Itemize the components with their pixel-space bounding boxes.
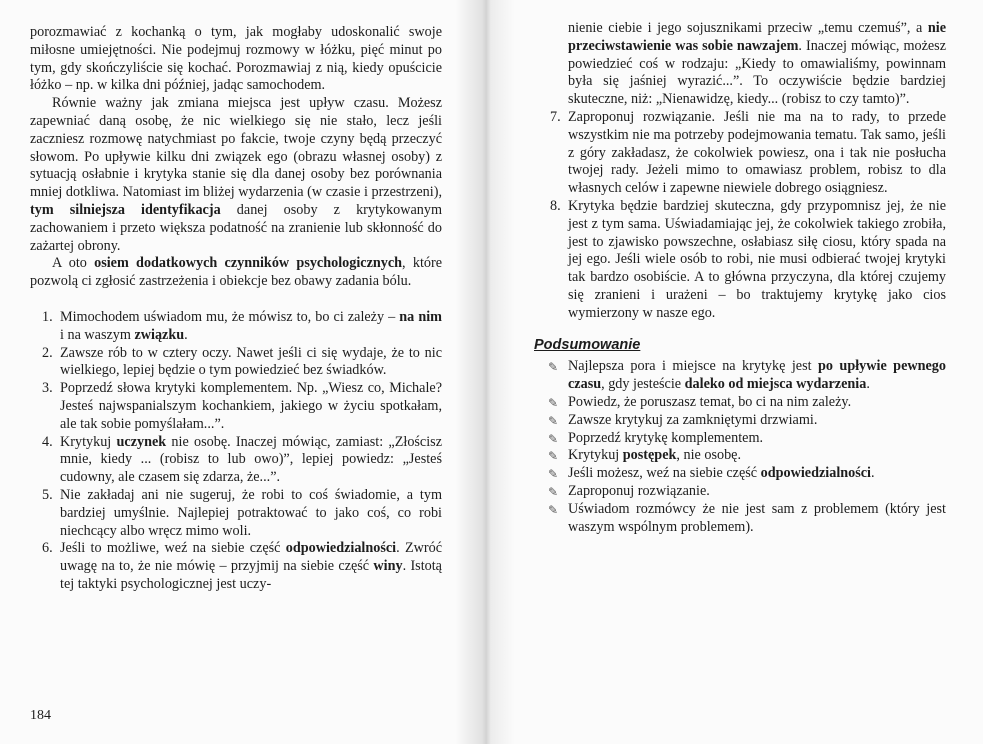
bold-text: tym silniejsza identyfikacja [30, 201, 221, 218]
list-item [548, 109, 946, 198]
summary-item [548, 465, 946, 483]
left-page [0, 0, 486, 744]
bold-text: winy [373, 558, 403, 575]
summary-item [548, 483, 946, 501]
text: Zaproponuj rozwiązanie. Jeśli nie ma na to rady, to przede wszystkim nie ma potrzeby podejmowania tematu. Tak samo, jeśli z góry zakładasz, że cokolwiek powiesz, ona i tak nie posłucha twojej rady. Jeżeli mimo to omawiasz problem, robisz to dla własnych celów i zapewne niewiele dobrego osiągniesz. [568, 108, 946, 197]
text: Poprzedź słowa krytyki komplementem. Np. „Wiesz co, Michale? Jesteś najwspanialszym kochankiem, jakiego w życiu spotkałam, ale tak sobie pomyślałam...”. [60, 380, 442, 432]
summary-item [548, 447, 946, 465]
text: . [866, 376, 870, 393]
pencil-writing-icon: ✎ [548, 360, 559, 375]
text: Uświadom rozmówcy że nie jest sam z problemem (który jest waszym wspólnym problemem). [568, 500, 946, 535]
page-number: 184 [30, 708, 51, 723]
pencil-writing-icon: ✎ [548, 484, 559, 499]
list-item [30, 309, 442, 345]
summary-item [548, 394, 946, 412]
bold-text: osiem dodatkowych czynników psychologicznych [94, 255, 403, 272]
text: Najlepsza pora i miejsce na krytykę jest [568, 358, 818, 375]
list-number: 2. [42, 344, 53, 361]
list-item-6-continuation [548, 20, 946, 109]
text: nienie ciebie i jego sojusznikami przeciw „temu czemuś”, a [568, 20, 928, 36]
bold-text: postępek [622, 447, 677, 464]
list-item [30, 380, 442, 433]
text: . [871, 465, 875, 482]
book-gutter-shadow [455, 0, 515, 744]
text: Nie zakładaj ani nie sugeruj, że robi to coś świadomie, a tym bardziej umyślnie. Najlepiej potraktować to jako coś, co robi niechcący albo wręcz mimo woli. [60, 486, 442, 539]
left-text-column [30, 24, 442, 594]
text: Zawsze rób to w cztery oczy. Nawet jeśli ci się wydaje, że to nic wielkiego, lepiej będzie o tym powiedzieć bez świadków. [60, 344, 442, 379]
list-item [548, 198, 946, 323]
pencil-writing-icon: ✎ [548, 431, 559, 446]
list-number: 6. [42, 540, 53, 557]
text: Równie ważny jak zmiana miejsca jest upływ czasu. Możesz zapewniać daną osobę, że nic wielkiego się nie stało, lecz jeśli zaczniesz rozmowę natychmiast po fakcie, twoje czyny będą przeczyć słowom. Po upływie kilku dni związek ego (obrazu własnej osoby) z sytuacją osłabnie i krytyka stanie się dla danej osoby bez porównania mniej dotkliwa. Natomiast im bliżej wydarzenia (w czasie i przestrzeni), [30, 95, 442, 201]
bold-text: po upływie pewnego czasu [568, 358, 946, 393]
text: . [184, 326, 188, 343]
text: Zaproponuj rozwiązanie. [568, 482, 710, 499]
summary-list [548, 358, 946, 536]
list-item [30, 487, 442, 540]
text: Jeśli możesz, weź na siebie część [568, 465, 761, 482]
text: Krytykuj [568, 447, 623, 464]
bold-text: odpowiedzialności [760, 465, 872, 482]
spacer [30, 291, 442, 309]
text: i na waszym [60, 326, 135, 343]
list-item [30, 540, 442, 593]
text: , gdy jesteście [601, 376, 685, 393]
bold-text: związku [134, 326, 185, 343]
list-number: 1. [42, 308, 53, 325]
text: , nie osobę. [676, 447, 742, 464]
paragraph-1: porozmawiać z kochanką o tym, jak mogłaby udoskonalić swoje miłosne umiejętności. Nie podejmuj rozmowy w łóżku, pięć minut po tym, gdy skończyliście się kochać. Porozmawiaj z nią, kiedy opuścicie łóżko – np. w kilka dni później, jadąc samochodem. [30, 24, 442, 94]
bold-text: daleko od miejsca wydarzenia [684, 376, 867, 393]
text: . Inaczej mówiąc, możesz powiedzieć coś w rodzaju: „Kiedy to omawialiśmy, powinnam była się jaśniej wyrazić...”. To oczywiście będzie bardziej skuteczne, niż: „Nienawidzę, kiedy... (robisz to czy tamto)”. [568, 37, 946, 108]
paragraph-3 [30, 255, 442, 291]
text: . Istotą tej taktyki psychologicznej jest uczy- [60, 558, 442, 592]
pencil-writing-icon: ✎ [548, 449, 559, 464]
text: Krytyka będzie bardziej skuteczna, gdy przypomnisz jej, że nie jest z tym sama. Uświadamiając jej, że cokolwiek takiego zrobiła, jest to zjawisko powszechne, osłabiasz siłę ciosu, który spada na jej ego. Jeśli wiele osób to robi, nie musi odbierać twojej krytyki tak bardzo osobiście. A to główna przyczyna, dla której czujemy się zranieni i urażeni – bo traktujemy krytykę jako cios wymierzony w nasze ego. [568, 197, 946, 321]
text: Zawsze krytykuj za zamkniętymi drzwiami. [568, 411, 818, 428]
summary-item [548, 430, 946, 448]
bold-text: odpowiedzialności [285, 540, 397, 557]
list-number: 3. [42, 380, 53, 397]
list-number: 5. [42, 486, 53, 503]
text: Krytykuj [60, 433, 117, 450]
summary-item [548, 412, 946, 430]
pencil-writing-icon: ✎ [548, 467, 559, 482]
summary-heading: Podsumowanie [534, 336, 641, 353]
text: Mimochodem uświadom mu, że mówisz to, bo ci zależy – [60, 308, 400, 325]
bold-text: nie przeciwstawienie was sobie nawzajem [568, 20, 946, 54]
text: A oto [52, 255, 95, 272]
list-number: 7. [550, 108, 561, 125]
text: Jeśli to możliwe, weź na siebie część [60, 540, 286, 557]
list-number: 8. [550, 197, 561, 214]
list-item [30, 345, 442, 381]
numbered-list-left [30, 309, 442, 594]
text: Powiedz, że poruszasz temat, bo ci na nim zależy. [568, 393, 852, 410]
numbered-list-right [548, 109, 946, 323]
list-number: 4. [42, 433, 53, 450]
text: Poprzedź krytykę komplementem. [568, 429, 764, 446]
summary-item [548, 501, 946, 537]
text: nie osobę. Inaczej mówiąc, zamiast: „Złościsz mnie, kiedy ... (robisz to lub owo)”, lepiej powiedz: „Jesteś cudowny, ale czasem się zdarza, że...”. [60, 433, 442, 486]
pencil-writing-icon: ✎ [548, 413, 559, 428]
pencil-writing-icon: ✎ [548, 502, 559, 517]
pencil-writing-icon: ✎ [548, 395, 559, 410]
paragraph-2 [30, 95, 442, 255]
list-item [30, 434, 442, 487]
summary-item [548, 358, 946, 394]
text: . Zwróć uwagę na to, że nie mówię – przyjmij na siebie część [60, 540, 442, 575]
right-text-column [534, 20, 946, 536]
text: danej osoby z krytykowanym zachowaniem i przeto większa podatność na zranienie lub skłonność do zażartej obrony. [30, 201, 442, 254]
bold-text: na nim [399, 308, 442, 325]
text: , które pozwolą ci zgłosić zastrzeżenia i obiekcje bez obawy zadania bólu. [30, 255, 443, 290]
right-page [486, 0, 983, 744]
bold-text: uczynek [116, 433, 167, 450]
